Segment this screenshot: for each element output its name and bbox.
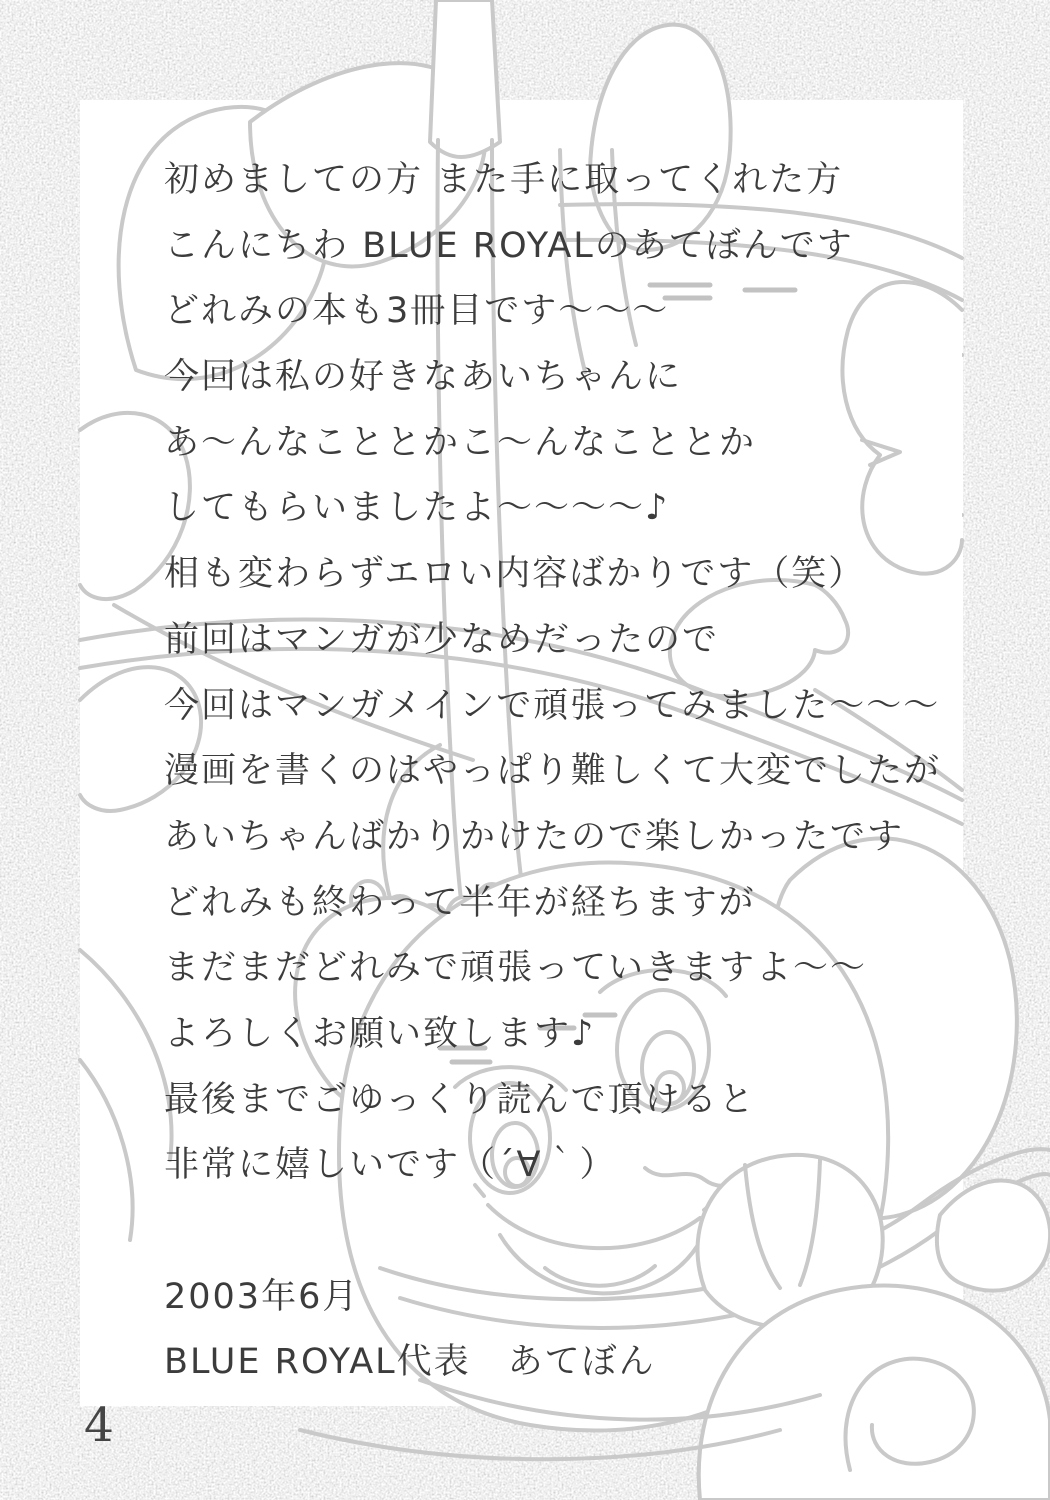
afterword-line: よろしくお願い致します♪ <box>164 1013 596 1054</box>
afterword-blank-line <box>164 1199 974 1265</box>
afterword-line: 非常に嬉しいです（´∀｀） <box>164 1145 617 1186</box>
afterword-line: あいちゃんばかりかけたので楽しかったです <box>164 816 905 857</box>
afterword-line: 相も変わらずエロい内容ばかりです（笑） <box>164 554 866 595</box>
afterword-line: どれみも終わって半年が経ちますが <box>164 882 756 923</box>
afterword-line: 今回はマンガメインで頑張ってみました～～～ <box>164 685 941 726</box>
afterword-line: 前回はマンガが少なめだったので <box>164 619 720 660</box>
afterword-signature-line: BLUE ROYAL代表 あてぼん <box>164 1342 656 1383</box>
afterword-line: こんにちわ BLUE ROYALのあてぼんです <box>164 225 854 266</box>
afterword-text-block <box>164 148 974 1396</box>
afterword-line: 初めましての方 また手に取ってくれた方 <box>164 160 844 200</box>
afterword-line: まだまだどれみで頑張っていきますよ～～ <box>164 948 868 989</box>
afterword-line: 今回は私の好きなあいちゃんに <box>164 357 683 398</box>
afterword-line: 漫画を書くのはやっぱり難しくて大変でしたが <box>164 751 942 792</box>
afterword-line: あ～んなこととかこ～んなこととか <box>164 422 757 463</box>
afterword-date-line: 2003年6月 <box>164 1276 360 1317</box>
afterword-line: してもらいましたよ～～～～♪ <box>164 488 670 529</box>
afterword-line: 最後までごゆっくり読んで頂けると <box>164 1079 756 1120</box>
afterword-line: どれみの本も3冊目です～～～ <box>164 291 670 332</box>
page-number: 4 <box>84 1398 114 1453</box>
